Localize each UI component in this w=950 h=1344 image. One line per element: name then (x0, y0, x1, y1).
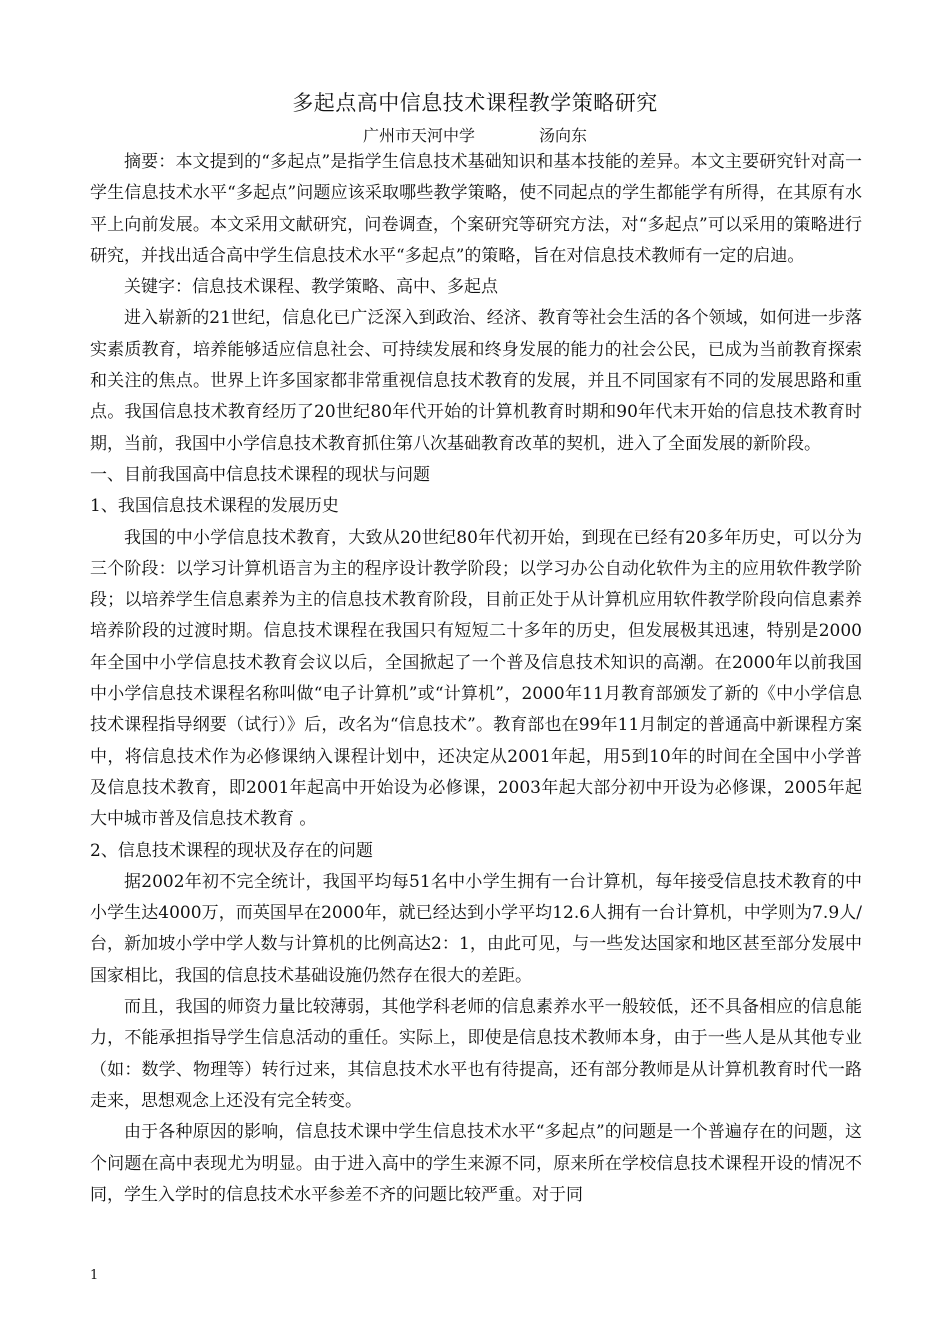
byline (0, 124, 950, 148)
document-title: 多起点高中信息技术课程教学策略研究 (292, 91, 658, 115)
paragraph: 据2002年初不完全统计，我国平均每51名中小学生拥有一台计算机，每年接受信息技术教育的中小学生达4000万，而英国早在2000年，就已经达到小学平均12.6人拥有一台计算机，中学则为7.9人/台，新加坡小学中学人数与计算机的比例高达2：1，由此可见，与一些发达国家和地区甚至部分发展中国家相比，我国的信息技术基础设施仍然存在很大的差距。 (90, 871, 862, 986)
paragraph: 由于各种原因的影响，信息技术课中学生信息技术水平“多起点”的问题是一个普遍存在的问题，这个问题在高中表现尤为明显。由于进入高中的学生来源不同，原来所在学校信息技术课程开设的情况不同，学生入学时的信息技术水平参差不齐的问题比较严重。对于同 (90, 1122, 862, 1205)
paragraph: 我国的中小学信息技术教育，大致从20世纪80年代初开始，到现在已经有20多年历史，可以分为三个阶段：以学习计算机语言为主的程序设计教学阶段；以学习办公自动化软件为主的应用软件教学阶段；以培养学生信息素养为主的信息技术教育阶段，目前正处于从计算机应用软件教学阶段向信息素养培养阶段的过渡时期。信息技术课程在我国只有短短二十多年的历史，但发展极其迅速，特别是2000年全国中小学信息技术教育会议以后，全国掀起了一个普及信息技术知识的高潮。在2000年以前我国中小学信息技术课程名称叫做“电子计算机”或“计算机”，2000年11月教育部颁发了新的《中小学信息技术课程指导纲要（试行）》后，改名为“信息技术”。教育部也在99年11月制定的普通高中新课程方案中，将信息技术作为必修课纳入课程计划中，还决定从2001年起，用5到10年的时间在全国中小学普及信息技术教育，即2001年起高中开始设为必修课，2003年起大部分初中开设为必修课，2005年起大中城市普及信息技术教育 。 (90, 527, 862, 830)
paragraph: 而且，我国的师资力量比较薄弱，其他学科老师的信息素养水平一般较低，还不具备相应的信息能力，不能承担指导学生信息活动的重任。实际上，即使是信息技术教师本身，由于一些人是从其他专业（如：数学、物理等）转行过来，其信息技术水平也有待提高，还有部分教师是从计算机教育时代一路走来，思想观念上还没有完全转变。 (90, 997, 862, 1111)
section-heading: 一、目前我国高中信息技术课程的现状与问题 (90, 464, 430, 485)
section-heading: 1、我国信息技术课程的发展历史 (90, 496, 339, 517)
page-number: 1 (90, 1268, 99, 1283)
document-body (90, 147, 862, 1211)
paragraph: 关键字：信息技术课程、教学策略、高中、多起点 (124, 277, 498, 298)
author-name: 汤向东 (539, 126, 588, 145)
paragraph: 进入崭新的21世纪，信息化已广泛深入到政治、经济、教育等社会生活的各个领域，如何进一步落实素质教育，培养能够适应信息社会、可持续发展和终身发展的能力的社会公民，已成为当前教育探索和关注的焦点。世界上许多国家都非常重视信息技术教育的发展，并且不同国家有不同的发展思路和重点。我国信息技术教育经历了20世纪80年代开始的计算机教育时期和90年代末开始的信息技术教育时期，当前，我国中小学信息技术教育抓住第八次基础教育改革的契机，进入了全面发展的新阶段。 (90, 308, 862, 454)
paragraph: 摘要：本文提到的“多起点”是指学生信息技术基础知识和基本技能的差异。本文主要研究针对高一学生信息技术水平“多起点”问题应该采取哪些教学策略，使不同起点的学生都能学有所得，在其原有水平上向前发展。本文采用文献研究，问卷调查，个案研究等研究方法，对“多起点”可以采用的策略进行研究，并找出适合高中学生信息技术水平“多起点”的策略，旨在对信息技术教师有一定的启迪。 (90, 152, 862, 266)
author-school: 广州市天河中学 (362, 126, 475, 145)
section-heading: 2、信息技术课程的现状及存在的问题 (90, 840, 373, 861)
